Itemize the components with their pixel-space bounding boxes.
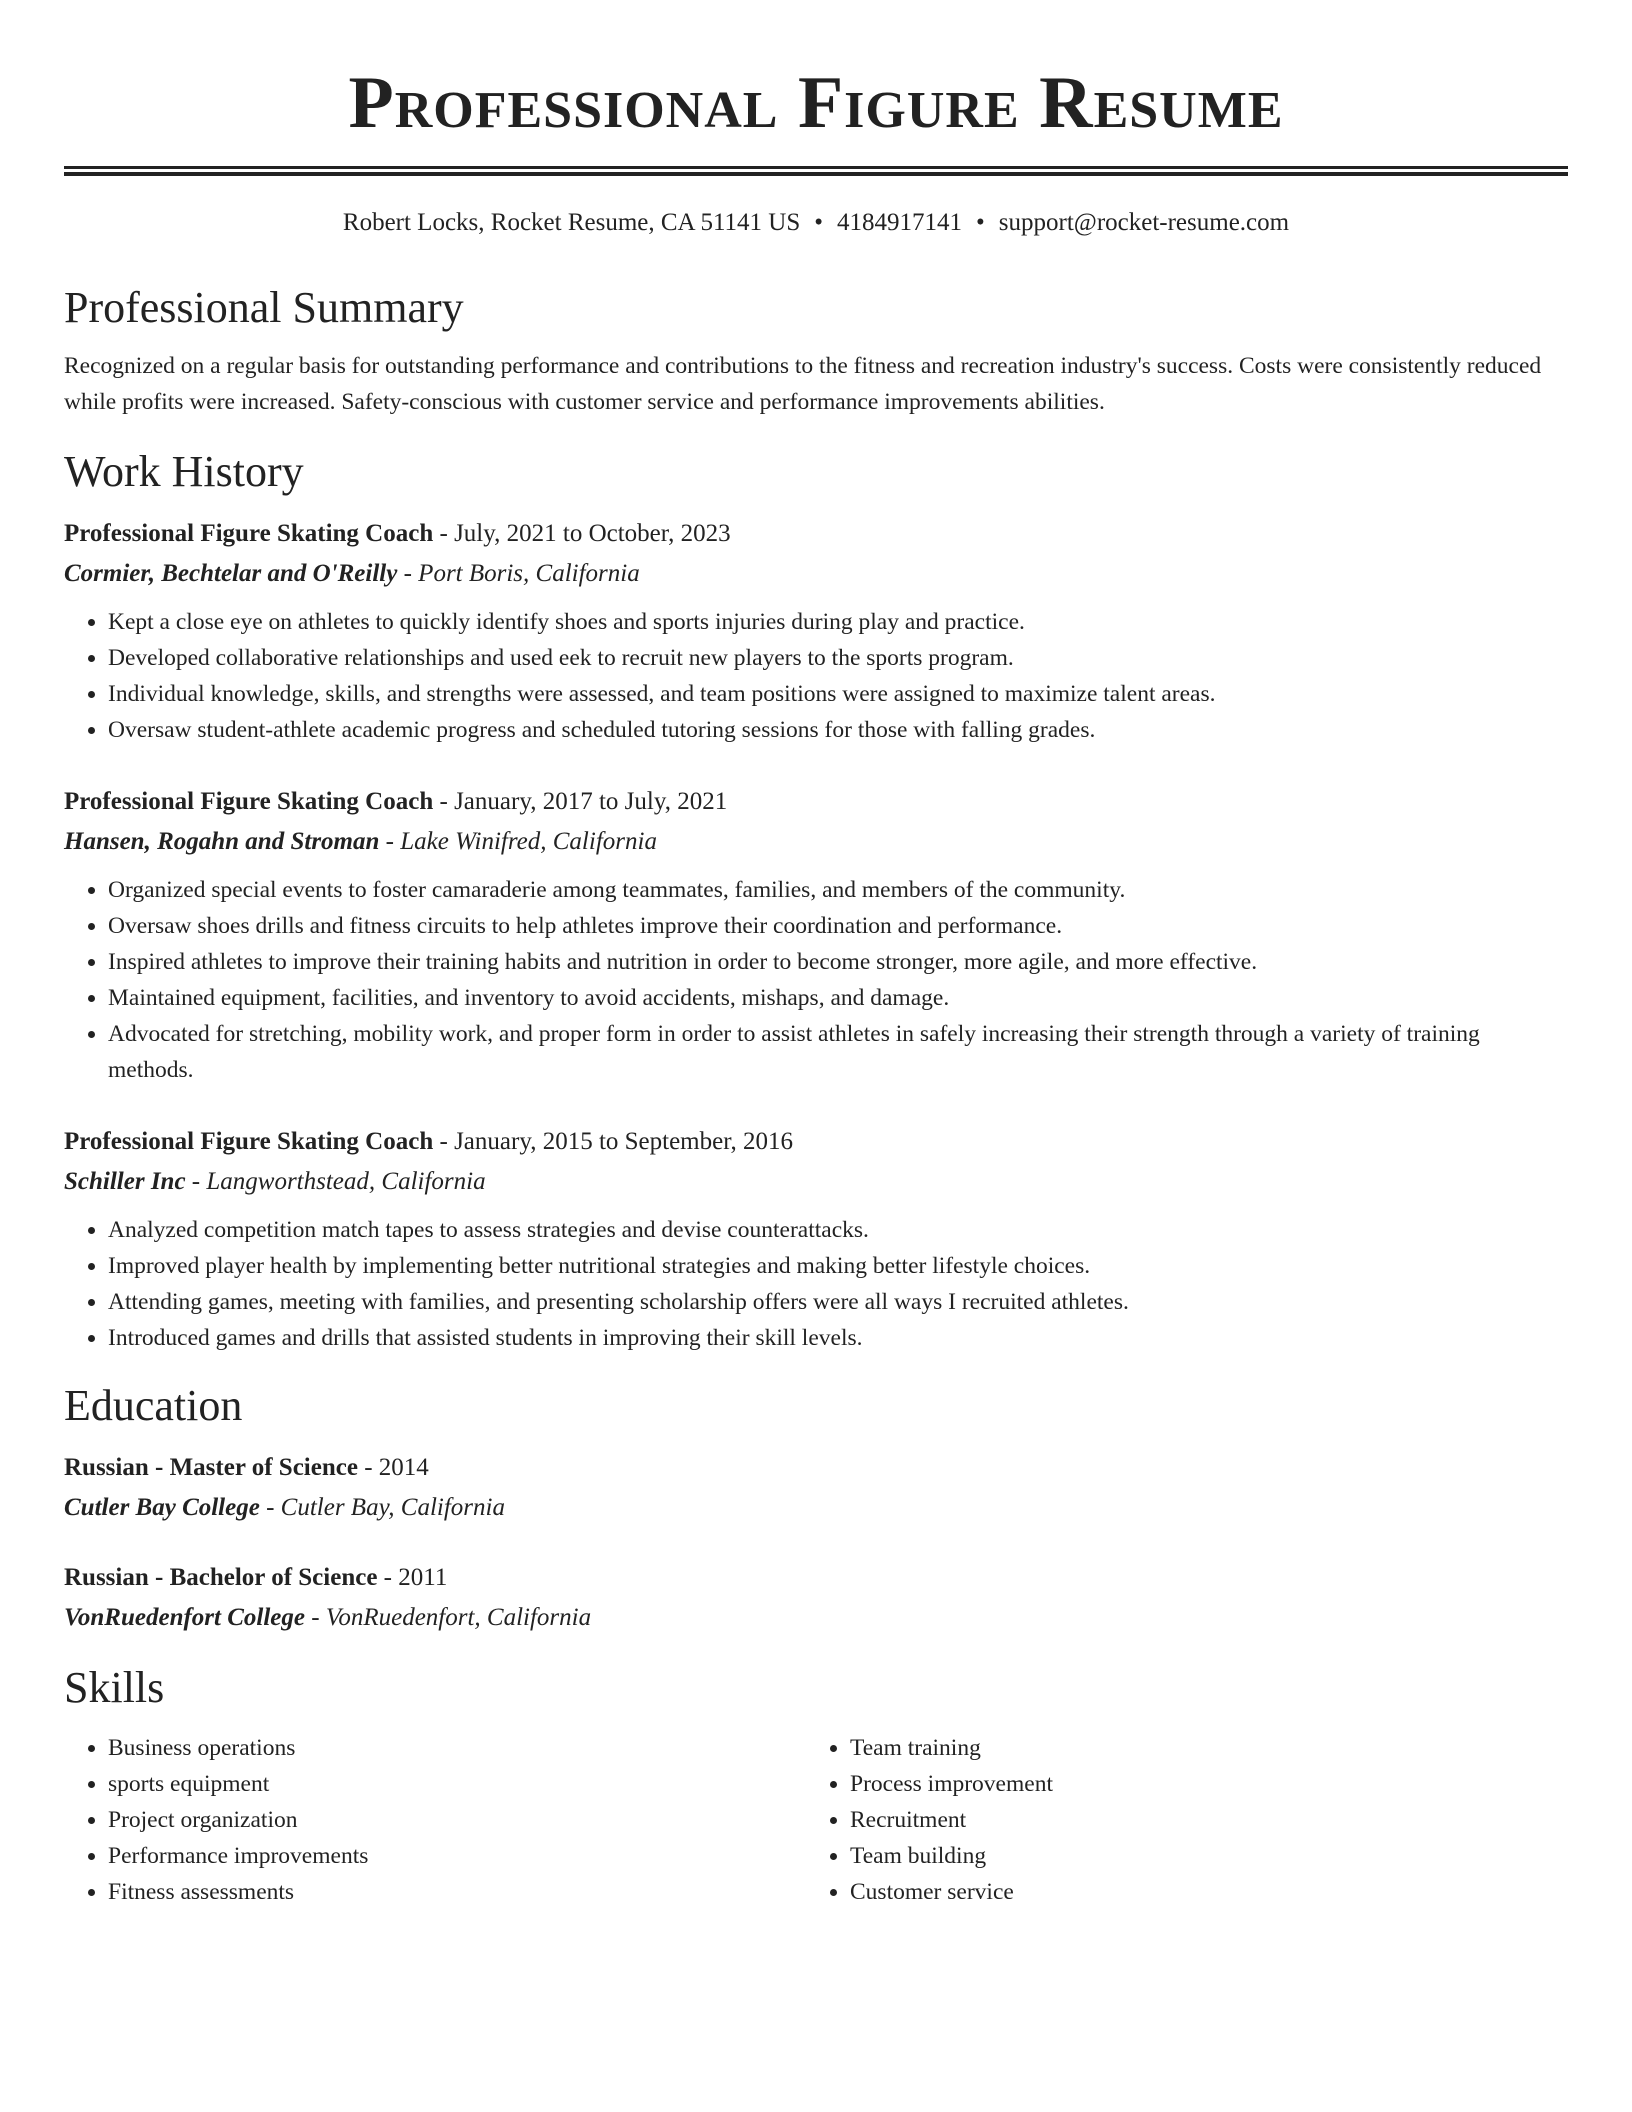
job-title-line (64, 514, 1568, 554)
job-duties (64, 1212, 1568, 1356)
skills-column-right (806, 1730, 1548, 1910)
summary-section (64, 280, 1568, 420)
job-company: Schiller Inc (64, 1168, 186, 1195)
degree-line (64, 1448, 1568, 1488)
job-dates: - January, 2017 to July, 2021 (433, 788, 728, 815)
job-company-line (64, 1162, 1568, 1202)
degree: Russian - Master of Science (64, 1454, 358, 1481)
work-history-heading: Work History (64, 447, 304, 496)
skills-section (64, 1660, 1568, 1910)
skills-column-left (64, 1730, 806, 1910)
skill-item: • Project organization (108, 1802, 806, 1838)
job-location: - Port Boris, California (397, 560, 640, 587)
contact-address: Robert Locks, Rocket Resume, CA 51141 US (342, 209, 801, 236)
job-duties (64, 604, 1568, 748)
job-entry (64, 514, 1568, 748)
skill-item: • Team building (850, 1838, 1548, 1874)
list-item: • Kept a close eye on athletes to quickly identify shoes and sports injuries during play and practice. (108, 604, 1568, 640)
education-entry (64, 1448, 1568, 1528)
job-title: Professional Figure Skating Coach (64, 788, 434, 815)
list-item: • Oversaw student-athlete academic progress and scheduled tutoring sessions for those with falling grades. (108, 712, 1568, 748)
list-item: • Analyzed competition match tapes to assess strategies and devise counterattacks. (108, 1212, 1568, 1248)
degree-year: - 2011 (377, 1564, 448, 1591)
skills-grid (64, 1730, 1568, 1910)
list-item: • Organized special events to foster camaraderie among teammates, families, and members of the community. (108, 872, 1568, 908)
school-name: Cutler Bay College (64, 1494, 260, 1521)
list-item: • Individual knowledge, skills, and strengths were assessed, and team positions were assigned to maximize talent areas. (108, 676, 1568, 712)
job-title: Professional Figure Skating Coach (64, 520, 434, 547)
skill-item: • Team training (850, 1730, 1548, 1766)
contact-email: support@rocket-resume.com (998, 209, 1290, 236)
work-history-section (64, 444, 1568, 1356)
skill-item: • Business operations (108, 1730, 806, 1766)
summary-text: Recognized on a regular basis for outstanding performance and contributions to the fitness and recreation industry's success. Costs were consistently reduced while profits were increased. Safety-conscious with customer service and performance improvements abilities. (64, 353, 1542, 415)
job-title: Professional Figure Skating Coach (64, 1128, 434, 1155)
education-section (64, 1378, 1568, 1638)
degree: Russian - Bachelor of Science (64, 1564, 378, 1591)
job-company: Hansen, Rogahn and Stroman (64, 828, 380, 855)
skills-list-right (806, 1730, 1548, 1910)
skill-item: • sports equipment (108, 1766, 806, 1802)
summary-heading: Professional Summary (64, 283, 464, 332)
list-item: • Developed collaborative relationships and used eek to recruit new players to the sports program. (108, 640, 1568, 676)
contact-separator: • (976, 209, 985, 236)
school-location: - VonRuedenfort, California (305, 1604, 592, 1631)
job-title-line (64, 782, 1568, 822)
job-dates: - July, 2021 to October, 2023 (433, 520, 731, 547)
list-item: • Improved player health by implementing better nutritional strategies and making better lifestyle choices. (108, 1248, 1568, 1284)
list-item: • Oversaw shoes drills and fitness circuits to help athletes improve their coordination and performance. (108, 908, 1568, 944)
job-company-line (64, 822, 1568, 862)
degree-year: - 2014 (357, 1454, 429, 1481)
school-line (64, 1488, 1568, 1528)
job-company-line (64, 554, 1568, 594)
job-entry (64, 782, 1568, 1088)
list-item: • Maintained equipment, facilities, and inventory to avoid accidents, mishaps, and damage. (108, 980, 1568, 1016)
job-title-line (64, 1122, 1568, 1162)
contact-phone: 4184917141 (837, 209, 963, 236)
list-item: • Advocated for stretching, mobility work, and proper form in order to assist athletes in safely increasing their strength through a variety of training methods. (108, 1016, 1568, 1088)
skill-item: • Customer service (850, 1874, 1548, 1910)
skills-list-left (64, 1730, 806, 1910)
skill-item: • Performance improvements (108, 1838, 806, 1874)
school-location: - Cutler Bay, California (259, 1494, 505, 1521)
job-company: Cormier, Bechtelar and O'Reilly (64, 560, 398, 587)
list-item: • Introduced games and drills that assisted students in improving their skill levels. (108, 1320, 1568, 1356)
education-entry (64, 1558, 1568, 1638)
list-item: • Attending games, meeting with families, and presenting scholarship offers were all ways I recruited athletes. (108, 1284, 1568, 1320)
school-line (64, 1598, 1568, 1638)
job-location: - Lake Winifred, California (379, 828, 657, 855)
contact-line (64, 206, 1568, 240)
degree-line (64, 1558, 1568, 1598)
job-dates: - January, 2015 to September, 2016 (433, 1128, 794, 1155)
skill-item: • Recruitment (850, 1802, 1548, 1838)
title-divider (64, 166, 1568, 176)
list-item: • Inspired athletes to improve their training habits and nutrition in order to become stronger, more agile, and more effective. (108, 944, 1568, 980)
school-name: VonRuedenfort College (64, 1604, 305, 1631)
skill-item: • Fitness assessments (108, 1874, 806, 1910)
contact-separator: • (814, 209, 824, 236)
resume-title: Professional Figure Resume (348, 62, 1284, 144)
job-entry (64, 1122, 1568, 1356)
job-duties (64, 872, 1568, 1088)
skill-item: • Process improvement (850, 1766, 1548, 1802)
job-location: - Langworthstead, California (185, 1168, 486, 1195)
education-heading: Education (64, 1381, 243, 1430)
skills-heading: Skills (64, 1663, 165, 1712)
